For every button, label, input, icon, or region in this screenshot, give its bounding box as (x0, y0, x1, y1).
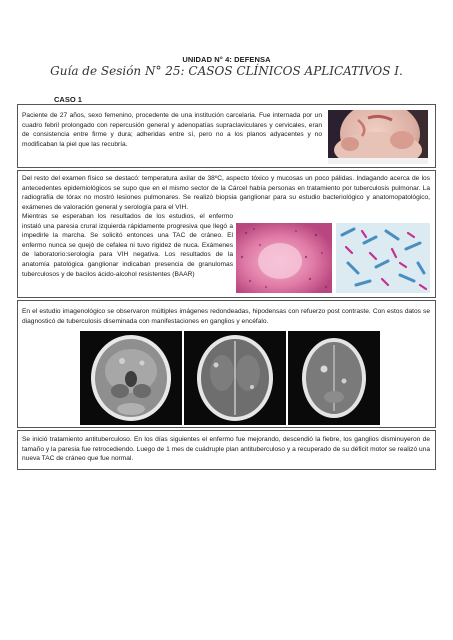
case-paragraph-3: Mientras se esperaban los resultados de los estudios, el enfermo instaló una paresia crural izquierda rápidamente progresiva que llegó a impedirle la marcha. Se solicitó entonces una TAC de cráneo. El enfermo nunca se quejó de cefalea ni tuvo rigidez de nuca. Exámenes de laboratorio:serología para VIH negativa. Los resultados de la anatomía patológica ganglionar indicaban presencia de granulomas tuberculosos y de bacilos ácido-alcohol resistentes (BAAR) (22, 213, 233, 278)
unit-header: UNIDAD N° 4: DEFENSA (182, 55, 271, 64)
imaging-box (17, 300, 436, 428)
session-title: Guía de Sesión N° 25: CASOS CLÍNICOS APLICATIVOS I. (50, 64, 403, 78)
treatment-box (17, 430, 436, 470)
brain-ct-scan-1 (80, 331, 182, 425)
histology-granuloma-image (236, 223, 332, 293)
case-paragraph-4: En el estudio imagenológico se observaron múltiples imágenes redondeadas, hipodensas con refuerzo post contraste. Con estos datos se diagnosticó de tuberculosis diseminada con manifestaciones en ganglios y encéfalo. (22, 308, 430, 325)
brain-ct-scan-3 (288, 331, 380, 425)
brain-ct-scan-2 (184, 331, 286, 425)
case-paragraph-5: Se inició tratamiento antituberculoso. En los días siguientes el enfermo fue mejorando, descendió la fiebre, los ganglios disminuyeron de tamaño y la paresia fue retrocediendo. Luego de 1 mes de cuádruple plan antituberculoso y a recuperado de su déficit motor se realizó una nueva TAC de cráneo que fue normal. (22, 436, 430, 463)
exam-findings-box (17, 170, 436, 298)
case-label: CASO 1 (54, 95, 82, 104)
case-intro-box (17, 104, 436, 168)
case-paragraph-2: Del resto del examen físico se destacó: temperatura axilar de 38ºC, aspecto tóxico y mucosas un poco pálidas. Indagando acerca de los antecedentes epidemiológicos se supo que en el mismo sector de la Cárcel había personas en tratamiento por tuberculosis pulmonar. La radiografía de tórax no mostró lesiones pulmonares. Se realizó biopsia ganglionar para su estudio bacteriológico y anatomopatológico, exámenes de valoración general y serología para el VIH. (22, 175, 430, 211)
zn-stain-bacilli-image (336, 223, 430, 293)
case-paragraph-1: Paciente de 27 años, sexo femenino, procedente de una institución carcelaria. Fue internada por un cuadro febril prolongado con repercusión general y adenopatías supraclaviculares y cervicales, eran de consistencia entre firme y dura; adheridas entre sí, pero no a los planos adyacentes y no modificaban la piel que las recubría. (22, 112, 322, 148)
neck-lymphadenopathy-photo (328, 110, 428, 164)
